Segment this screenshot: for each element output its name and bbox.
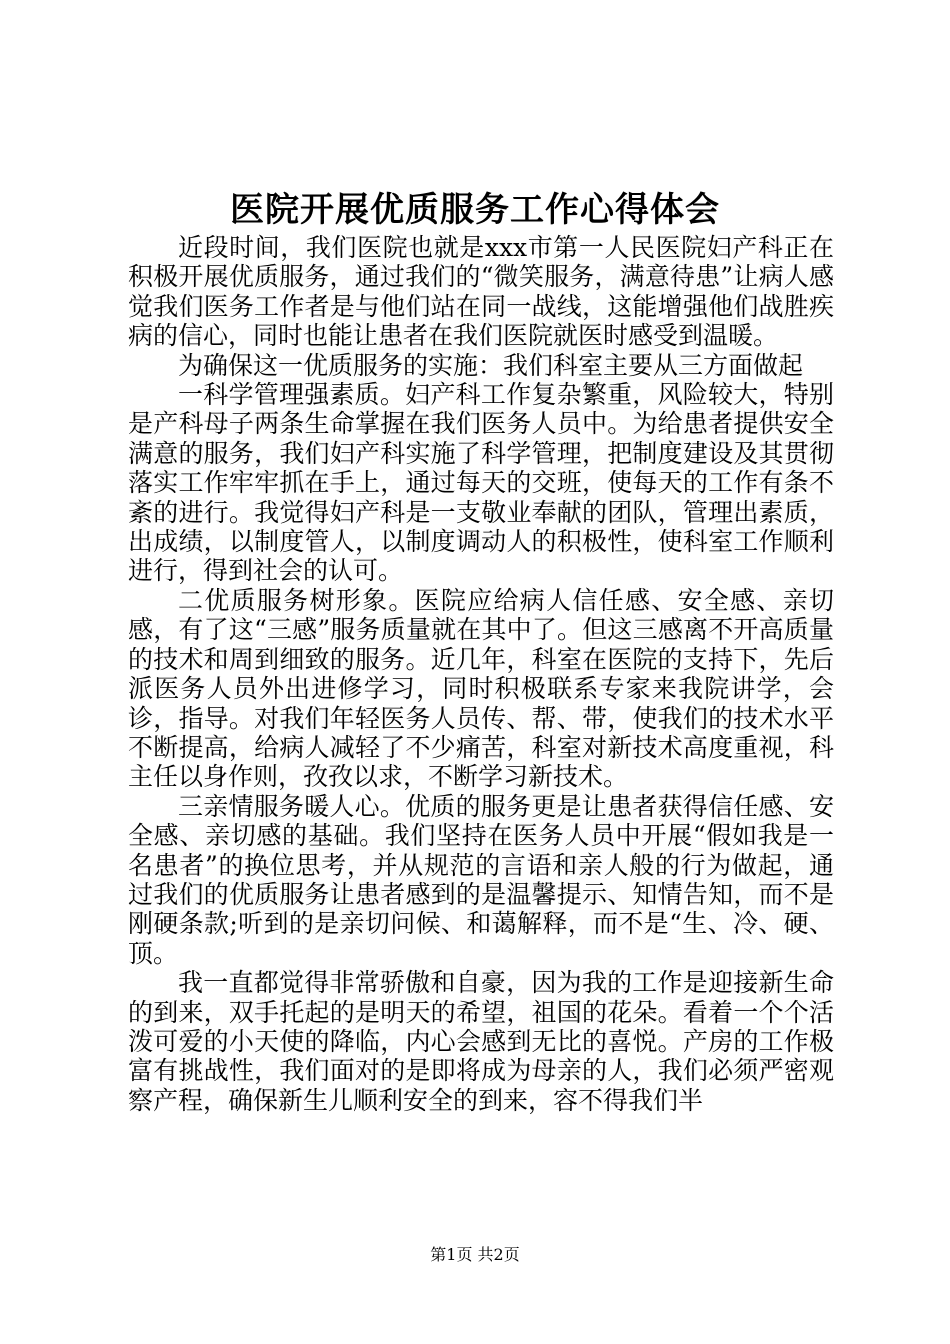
document-title: 医院开展优质服务工作心得体会 — [230, 190, 720, 230]
paragraph-management: 一科学管理强素质。妇产科工作复杂繁重，风险较大，特别是产科母子两条生命掌握在我们医务人员中。为给患者提供安全满意的服务，我们妇产科实施了科学管理，把制度建设及其贯彻落实工作牢牢抓在手上，通过每天的交班，使每天的工作有条不紊的进行。我觉得妇产科是一支敬业奉献的团队，管理出素质，出成绩，以制度管人，以制度调动人的积极性，使科室工作顺利进行，得到社会的认可。 — [128, 380, 834, 586]
paragraph-service: 二优质服务树形象。医院应给病人信任感、安全感、亲切感，有了这“三感”服务质量就在其中了。但这三感离不开高质量的技术和周到细致的服务。近几年，科室在医院的支持下，先后派医务人员外出进修学习，同时积极联系专家来我院讲学，会诊，指导。对我们年轻医务人员传、帮、带，使我们的技术水平不断提高，给病人减轻了不少痛苦，科室对新技术高度重视，科主任以身作则，孜孜以求，不断学习新技术。 — [128, 585, 834, 792]
page-footer: 第1页 共2页 — [430, 1245, 520, 1264]
paragraph-reflection: 我一直都觉得非常骄傲和自豪，因为我的工作是迎接新生命的到来，双手托起的是明天的希望，祖国的花朵。看着一个个活泼可爱的小天使的降临，内心会感到无比的喜悦。产房的工作极富有挑战性，我们面对的是即将成为母亲的人，我们必须严密观察产程，确保新生儿顺利安全的到来，容不得我们半 — [128, 968, 834, 1115]
document-body — [128, 233, 834, 1115]
paragraph-overview: 为确保这一优质服务的实施：我们科室主要从三方面做起 — [178, 350, 804, 380]
paragraph-care: 三亲情服务暖人心。优质的服务更是让患者获得信任感、安全感、亲切感的基础。我们坚持在医务人员中开展“假如我是一名患者”的换位思考，并从规范的言语和亲人般的行为做起，通过我们的优质服务让患者感到的是温馨提示、知情告知，而不是刚硬条款;听到的是亲切问候、和蔼解释，而不是“生、冷、硬、顶。 — [128, 791, 834, 968]
paragraph-intro: 近段时间，我们医院也就是xxx市第一人民医院妇产科正在积极开展优质服务，通过我们的“微笑服务，满意待患”让病人感觉我们医务工作者是与他们站在同一战线，这能增强他们战胜疾病的信心，同时也能让患者在我们医院就医时感受到温暖。 — [128, 233, 834, 351]
